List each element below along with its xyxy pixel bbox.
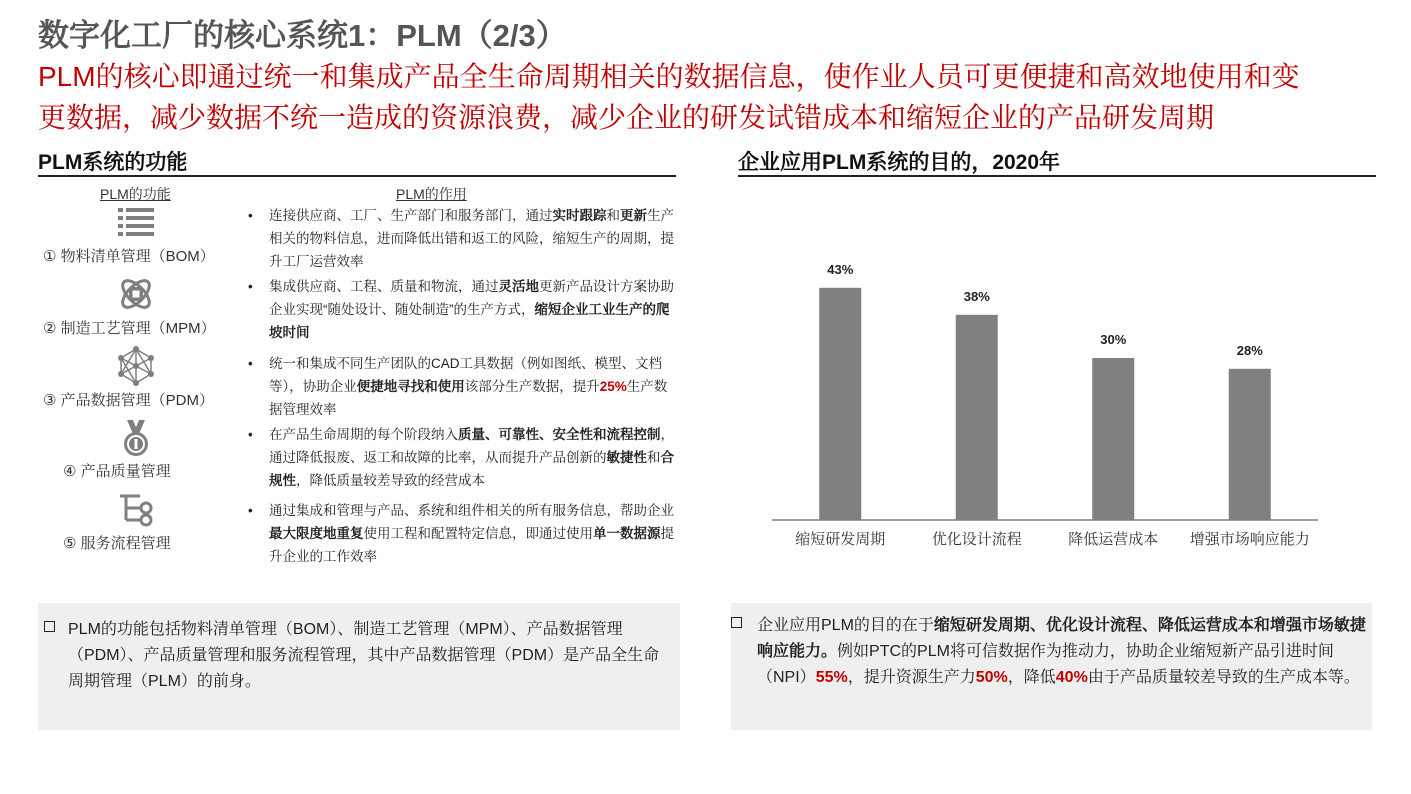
bullet-marker: • [248, 356, 253, 371]
function-label-mpm: ② 制造工艺管理（MPM） [43, 320, 216, 337]
body-text: 和 [647, 450, 661, 465]
body-text: 该部分生产数据，提升 [464, 379, 600, 394]
body-text: 生产数据管理效率 [269, 379, 668, 417]
body-text: ，通过降低报废、返工和故障的比率，从而提升产品创新的 [269, 427, 674, 465]
right-section-heading: 企业应用PLM系统的目的，2020年 [738, 151, 1061, 174]
emphasis-text: 实时跟踪 [552, 208, 607, 223]
right-summary [731, 613, 1367, 691]
body-text: ，提升资源生产力 [847, 669, 976, 686]
bar-3 [1229, 369, 1271, 520]
category-label: 增强市场响应能力 [1189, 531, 1310, 548]
function-label-service: ⑤ 服务流程管理 [63, 535, 171, 552]
role-text-service [269, 499, 674, 568]
emphasis-text: 单一数据源 [593, 526, 661, 541]
role-column-heading: PLM的作用 [396, 186, 467, 202]
emphasis-text: 敏捷性 [606, 450, 647, 465]
checkbox-square-icon [731, 617, 742, 628]
left-summary-box [38, 603, 680, 730]
subtitle-line-1: PLM的核心即通过统一和集成产品全生命周期相关的数据信息，使作业人员可更便捷和高效地使用和变 [38, 61, 1300, 92]
body-text: 更新产品设计方案协助企业实现“随处设计、随处制造”的生产方式， [269, 279, 674, 317]
emphasis-text: 合规性 [269, 450, 674, 488]
body-text: 连接供应商、工厂、生产部门和服务部门，通过 [269, 208, 553, 223]
bullet-marker: • [248, 503, 253, 518]
emphasis-text: 便捷地寻找和使用 [356, 379, 465, 394]
bar-value-label: 38% [963, 288, 990, 304]
function-label-bom: ① 物料清单管理（BOM） [43, 248, 215, 265]
emphasis-text: 50% [975, 669, 1008, 686]
left-section-heading: PLM系统的功能 [38, 151, 188, 174]
emphasis-text: 55% [815, 669, 848, 686]
network-icon [116, 346, 156, 386]
left-section-divider [38, 175, 676, 177]
chip-gear-icon [116, 274, 156, 314]
role-text-quality [269, 423, 674, 492]
role-text-mpm [269, 275, 674, 344]
bar-value-label: 30% [1100, 332, 1127, 347]
bar-chart [738, 186, 1376, 576]
body-text: ，降低质量较差导致的经营成本 [296, 473, 485, 488]
category-label: 降低运营成本 [1068, 531, 1159, 548]
emphasis-text: 质量、可靠性、安全性和流程控制 [458, 427, 661, 442]
emphasis-text: 更新 [620, 208, 647, 223]
flow-icon [116, 490, 156, 530]
category-label: 缩短研发周期 [795, 531, 886, 548]
body-text: 提升企业的工作效率 [269, 526, 674, 564]
bar-value-label: 43% [827, 261, 854, 277]
emphasis-text: 灵活地 [498, 279, 539, 294]
right-section-divider [738, 175, 1376, 177]
bullet-marker: • [248, 208, 253, 223]
checkbox-square-icon [44, 621, 55, 632]
role-text-bom [269, 204, 674, 273]
medal-icon [116, 418, 156, 458]
function-label-pdm: ③ 产品数据管理（PDM） [43, 392, 214, 409]
right-summary-box [731, 603, 1372, 730]
role-text-pdm [269, 352, 674, 421]
body-text: 通过集成和管理与产品、系统和组件相关的所有服务信息，帮助企业 [269, 503, 674, 518]
bar-0 [819, 288, 861, 520]
subtitle-line-2: 更数据，减少数据不统一造成的资源浪费，减少企业的研发试错成本和缩短企业的产品研发周期 [38, 102, 1215, 133]
body-text: 在产品生命周期的每个阶段纳入 [269, 427, 458, 442]
function-column-heading: PLM的功能 [100, 186, 171, 202]
category-label: 优化设计流程 [931, 531, 1022, 548]
bullet-marker: • [248, 427, 253, 442]
body-text: 和 [606, 208, 620, 223]
list-icon [116, 204, 156, 244]
emphasis-text: 缩短研发周期、优化设计流程、降低运营成本和增强市场敏捷响应能力。 [757, 617, 1366, 660]
body-text: 生产相关的物料信息，进而降低出错和返工的风险，缩短生产的周期，提升工厂运营效率 [269, 208, 674, 269]
emphasis-text: 25% [599, 379, 627, 394]
bar-1 [956, 315, 998, 520]
function-label-quality: ④ 产品质量管理 [63, 463, 171, 480]
right-summary-text [757, 613, 1367, 691]
left-summary [44, 617, 674, 695]
body-text: 集成供应商、工程、质量和物流，通过 [269, 279, 499, 294]
body-text: 统一和集成不同生产团队的CAD工具数据（例如图纸、模型、文档等），协助企业 [269, 356, 663, 394]
body-text: 例如PTC的PLM将可信数据作为推动力，协助企业缩短新产品引进时间（NPI） [757, 643, 1334, 686]
left-summary-text: PLM的功能包括物料清单管理（BOM）、制造工艺管理（MPM）、产品数据管理（PDM）、产品质量管理和服务流程管理，其中产品数据管理（PDM）是产品全生命周期管理（PLM）的前身。 [68, 621, 660, 690]
body-text: 使用工程和配置特定信息，即通过使用 [363, 526, 593, 541]
emphasis-text: 最大限度地重复 [269, 526, 364, 541]
emphasis-text: 40% [1055, 669, 1088, 686]
emphasis-text: 缩短企业工业生产的爬坡时间 [269, 302, 670, 340]
bullet-marker: • [248, 279, 253, 294]
body-text: ，降低 [1007, 669, 1056, 686]
bar-2 [1092, 358, 1134, 520]
bar-value-label: 28% [1236, 342, 1263, 358]
body-text: 企业应用PLM的目的在于 [757, 617, 934, 634]
page-title: 数字化工厂的核心系统1：PLM（2/3） [38, 18, 567, 53]
body-text: 由于产品质量较差导致的生产成本等。 [1087, 669, 1360, 686]
